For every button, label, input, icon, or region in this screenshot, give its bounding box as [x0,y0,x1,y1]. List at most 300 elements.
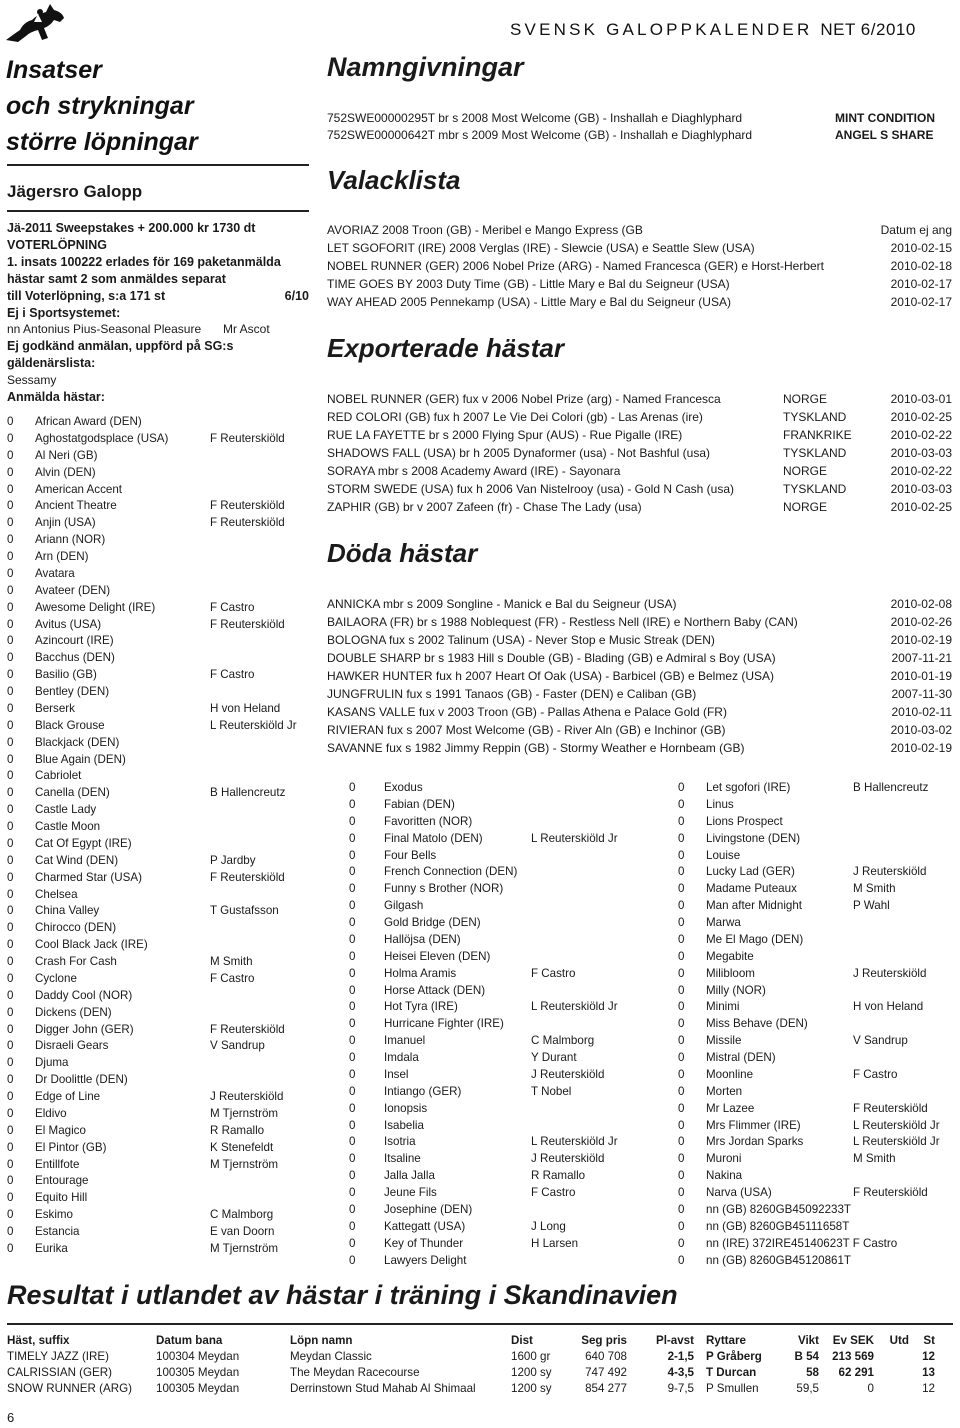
table-row [327,667,952,685]
trainer-name: J Reuterskiöld [531,1152,605,1166]
horse-name: Cool Black Jack (IRE) [35,938,148,952]
table-row [327,275,952,293]
entry-number: 0 [7,1123,14,1137]
horse-name: Let sgofori (IRE) [706,781,791,794]
entry-number: 0 [349,983,356,997]
horse-name: Jalla Jalla [384,1169,435,1183]
list-item [678,1118,960,1135]
horse-name: Daddy Cool (NOR) [35,988,133,1002]
entry-number: 0 [678,983,685,997]
date: 2010-03-02 [890,723,952,737]
trainer-name: V Sandrup [853,1034,908,1048]
horse-name: Gold Bridge (DEN) [384,916,481,929]
horse-name: Cat Of Egypt (IRE) [35,836,132,850]
list-item [678,949,960,966]
trainer-name: F Reuterskiöld [210,870,285,884]
list-item [349,932,669,949]
list-item [349,814,669,831]
trainer-name: M Tjernström [210,1106,279,1120]
registration-text: 752SWE00000642T mbr s 2009 Most Welcome (GB) - Inshallah e Diaghlyphard [327,128,753,142]
race-name-col: Meydan Classic [290,1350,372,1363]
trainer-name: F Reuterskiöld [210,1022,285,1036]
list-item [7,1022,309,1039]
entry-number: 0 [7,668,14,682]
trainer-name: F Castro [853,1067,898,1081]
entry-number: 0 [7,836,14,850]
table-row [327,685,952,703]
entry-number: 0 [678,1253,685,1267]
country: FRANKRIKE [783,428,852,442]
list-item [678,1185,960,1202]
horse-name: Aghostatgodsplace (USA) [35,431,169,445]
table-row [7,1381,953,1397]
list-item [678,898,960,915]
utd-col [874,1365,909,1381]
horse-name: Berserk [35,701,75,715]
entry-number: 0 [7,1056,14,1070]
trainer-name: F Reuterskiöld [210,617,285,631]
date: 2010-03-03 [890,482,952,496]
horse-name: nn (GB) 8260GB45111658T [706,1219,850,1233]
starters-col: 12 [922,1350,935,1363]
list-item [678,864,960,881]
entry-number: 0 [678,781,685,794]
horse-description: TIME GOES BY 2003 Duty Time (GB) - Little Mary e Bal du Seigneur (USA) [327,277,730,291]
entry-number: 0 [7,1005,14,1019]
horse-name: Me El Mago (DEN) [706,932,804,946]
entry-number: 0 [678,1202,685,1216]
horse-description: ANNICKA mbr s 2009 Songline - Manick e Bal du Seigneur (USA) [327,597,677,611]
entry-number: 0 [7,988,14,1002]
prize-col: 854 277 [585,1382,627,1395]
earnings-col: 0 [867,1382,874,1395]
ej-trainer: Mr Ascot [223,322,270,337]
utd-col [874,1381,909,1397]
entry-number: 0 [349,1135,356,1149]
results-table [7,1333,953,1397]
list-item [327,127,957,144]
horse-name: Crash For Cash [35,955,117,968]
entry-number: 0 [349,966,356,980]
horse-name: Imanuel [384,1034,426,1048]
entry-number: 0 [7,701,14,715]
list-item [7,566,309,583]
table-row [327,631,952,649]
placing-col: 2-1,5 [667,1350,694,1363]
list-item [349,999,669,1016]
entry-number: 0 [678,1034,685,1048]
list-item [349,1151,669,1168]
ej-heading: Ej i Sportsystemet: [7,305,121,320]
list-item [349,1219,669,1236]
list-item [678,1084,960,1101]
horse-name: Dickens (DEN) [35,1005,112,1019]
entry-number: 0 [7,1191,14,1205]
list-item [7,1207,309,1224]
entry-number: 0 [7,1039,14,1053]
entry-number: 0 [7,870,14,884]
list-item [678,1151,960,1168]
horse-name: Megabite [706,949,754,963]
list-item [678,1033,960,1050]
horse-name: Imdala [384,1051,419,1064]
horse-name: Mrs Jordan Sparks [706,1135,804,1149]
race-name-col: The Meydan Racecourse [290,1366,420,1379]
horse-name: Madame Puteaux [706,882,797,896]
date: 2010-02-19 [890,633,952,647]
list-item [678,915,960,932]
list-item [7,431,309,448]
list-item [349,1067,669,1084]
horse-name: Azincourt (IRE) [35,634,114,648]
list-item [7,448,309,465]
not-approved-heading: Ej godkänd anmälan, uppförd på SG:s gäldenärslista: [7,339,234,371]
trainer-name: C Malmborg [531,1034,595,1048]
horse-name: Eldivo [35,1106,67,1120]
prize-col: 747 492 [585,1366,627,1379]
entry-number: 0 [349,814,356,828]
date: 2010-03-03 [890,446,952,460]
entry-number: 0 [7,1225,14,1238]
table-row [327,462,952,480]
entry-number: 0 [7,1174,14,1188]
country: NORGE [783,464,828,478]
exporterade-title: Exporterade hästar [327,333,564,363]
table-row [327,426,952,444]
struck-row [7,288,309,305]
list-item [7,1140,309,1157]
entry-number: 0 [7,752,14,766]
trainer-name: R Ramallo [531,1169,586,1183]
horse-name: Awesome Delight (IRE) [35,600,156,614]
list-item [7,718,309,735]
horse-name: Milibloom [706,966,755,980]
horse-description: ZAPHIR (GB) br v 2007 Zafeen (fr) - Chase The Lady (usa) [327,500,642,514]
list-item [349,1134,669,1151]
trainer-name: H Larsen [531,1236,579,1250]
horse-name: Isotria [384,1135,416,1149]
entry-number: 0 [349,1034,356,1048]
trainer-name: K Stenefeldt [210,1140,274,1154]
sidebar-title-line: Insatser [6,56,102,84]
country: TYSKLAND [783,446,847,460]
list-item [7,768,309,785]
list-item [7,1038,309,1055]
trainer-name: C Malmborg [210,1208,274,1222]
horse-col: SNOW RUNNER (ARG) [7,1382,132,1395]
list-item [7,836,309,853]
entry-number: 0 [7,566,14,580]
trainer-name: F Castro [210,600,255,614]
list-item [678,932,960,949]
trainer-name: F Castro [531,1186,576,1199]
horse-description: SORAYA mbr s 2008 Academy Award (IRE) - Sayonara [327,464,621,478]
sidebar-title-line: och strykningar [6,92,194,120]
date: 2007-11-30 [891,687,952,701]
country: TYSKLAND [783,482,847,496]
trainer-name: Y Durant [531,1051,577,1064]
trainer-name: T Nobel [531,1084,572,1098]
entry-number: 0 [7,955,14,968]
horse-name: Castle Lady [35,803,97,817]
trainer-name: L Reuterskiöld Jr [531,1000,618,1014]
earnings-col: 62 291 [838,1366,874,1379]
horse-name: Mr Lazee [706,1101,755,1115]
entry-number: 0 [349,1051,356,1064]
entry-number: 0 [349,831,356,845]
horse-name: Ancient Theatre [35,499,117,513]
entry-number: 0 [678,1000,685,1014]
trainer-name: V Sandrup [210,1039,265,1053]
list-item [349,1016,669,1033]
date: 2010-02-08 [890,597,952,611]
entry-number: 0 [678,949,685,963]
race-title: Jä-2011 Sweepstakes + 200.000 kr 1730 dt VOTERLÖPNING [7,221,256,252]
list-item [7,988,309,1005]
entry-number: 0 [7,482,14,496]
publication-header [510,20,916,40]
list-item [349,797,669,814]
entry-number: 0 [349,1219,356,1233]
list-item [349,1202,669,1219]
entry-number: 0 [349,899,356,913]
entry-number: 0 [349,949,356,963]
horse-col: CALRISSIAN (GER) [7,1366,113,1379]
weight-col: B 54 [794,1350,819,1363]
horse-description: SHADOWS FALL (USA) br h 2005 Dynaformer (usa) - Not Bashful (usa) [327,446,711,460]
trainer-name: M Tjernström [210,1157,279,1171]
list-item [7,752,309,769]
entry-number: 0 [678,1101,685,1115]
entry-number: 0 [349,781,356,794]
horse-name: Funny s Brother (NOR) [384,882,504,896]
list-item [7,532,309,549]
entry-number: 0 [349,882,356,896]
entry-number: 0 [678,1051,685,1064]
trainer-name: F Reuterskiöld [210,431,285,445]
trainer-name: F Reuterskiöld [210,499,285,513]
horse-name: Horse Attack (DEN) [384,983,486,997]
horse-name: Castle Moon [35,820,101,833]
horse-name: Cabriolet [35,769,82,783]
entry-number: 0 [7,415,14,428]
list-item [349,983,669,1000]
table-row [327,221,952,239]
entry-number: 0 [678,1135,685,1149]
horse-name: Charmed Star (USA) [35,870,142,884]
trainer-name: B Hallencreutz [853,781,929,794]
entry-number: 0 [349,865,356,879]
list-item [678,1253,960,1270]
entry-number: 0 [7,1241,14,1255]
list-item [349,1101,669,1118]
entry-number: 0 [349,916,356,929]
trainer-name: P Wahl [853,899,890,913]
entry-number: 0 [7,1157,14,1171]
list-item [7,1089,309,1106]
horse-description: KASANS VALLE fux v 2003 Troon (GB) - Pallas Athena e Palace Gold (FR) [327,705,727,719]
debtor-horse: Sessamy [7,373,57,388]
trainer-name: T Gustafsson [210,904,279,918]
horse-name: Djuma [35,1056,69,1070]
entry-number: 0 [678,1219,685,1233]
struck-text: till Voterlöpning, s:a 171 st [7,288,166,303]
prize-col-header: Seg pris [581,1334,627,1347]
entry-number: 0 [7,718,14,732]
entry-number: 0 [7,1022,14,1036]
distance-col: 1600 gr [511,1350,551,1363]
trainer-name: M Tjernström [210,1241,279,1255]
date: 2010-02-17 [890,295,952,309]
horse-name: nn (GB) 8260GB45120861T [706,1253,852,1267]
list-item [7,465,309,482]
country: NORGE [783,500,828,514]
horse-name: Lions Prospect [706,814,783,828]
distance-col-header: Dist [511,1334,533,1347]
horse-name: Equito Hill [35,1191,88,1205]
list-item [678,1236,960,1253]
horse-name: China Valley [35,904,100,918]
entry-number: 0 [678,1084,685,1098]
trainer-name: P Jardby [210,853,256,867]
horse-description: JUNGFRULIN fux s 1991 Tanaos (GB) - Faster (DEN) e Caliban (GB) [327,687,697,701]
table-row [327,739,952,757]
list-item [7,937,309,954]
entry-number: 0 [7,921,14,935]
list-item [7,1241,309,1258]
horse-name: Milly (NOR) [706,983,766,997]
horse-name: Mistral (DEN) [706,1051,776,1064]
earnings-col: 213 569 [832,1350,874,1363]
utd-col-header: Utd [889,1334,909,1347]
entry-number: 0 [678,1236,685,1250]
list-item [7,1224,309,1241]
horse-description: DOUBLE SHARP br s 1983 Hill s Double (GB) - Blading (GB) e Admiral s Boy (USA) [327,651,776,665]
entry-number: 0 [7,448,14,462]
divider [7,1323,953,1325]
list-item [349,898,669,915]
race-name-col-header: Löpn namn [290,1334,353,1347]
list-item [349,848,669,865]
entry-number: 0 [349,1169,356,1183]
horse-name: Insel [384,1067,409,1081]
list-item [678,1202,960,1219]
horse-name: Minimi [706,1000,740,1014]
list-item [349,1084,669,1101]
list-item [678,1016,960,1033]
entry-number: 0 [7,516,14,530]
horse-description: WAY AHEAD 2005 Pennekamp (USA) - Little Mary e Bal du Seigneur (USA) [327,295,731,309]
entry-number: 0 [7,465,14,479]
list-item [678,1101,960,1118]
horse-description: NOBEL RUNNER (GER) fux v 2006 Nobel Prize (arg) - Named Francesca [327,392,721,406]
entry-number: 0 [7,550,14,563]
entry-number: 0 [7,803,14,817]
entry-number: 0 [349,1152,356,1166]
horse-name: Bacchus (DEN) [35,651,115,665]
entry-number: 0 [7,600,14,614]
horse-name: Canella (DEN) [35,786,110,800]
table-row [327,408,952,426]
list-item [7,600,309,617]
trainer-name: L Reuterskiöld Jr [853,1135,940,1149]
horse-name: Key of Thunder [384,1236,464,1250]
distance-col: 1200 sy [511,1382,552,1395]
horse-description: NOBEL RUNNER (GER) 2006 Nobel Prize (ARG) - Named Francesca (GER) e Horst-Herbert [327,259,825,273]
entry-number: 0 [349,848,356,862]
entry-number: 0 [678,916,685,929]
list-item [7,1072,309,1089]
list-item [678,1067,960,1084]
horse-name: Hurricane Fighter (IRE) [384,1017,504,1031]
horse-col-header: Häst, suffix [7,1334,70,1347]
date: 2010-02-25 [890,500,952,514]
horse-name: Intiango (GER) [384,1084,462,1098]
horse-description: RIVIERAN fux s 2007 Most Welcome (GB) - River Aln (GB) e Inchinor (GB) [327,723,726,737]
trainer-name: F Reuterskiöld [853,1101,928,1115]
exporterade-table [327,390,952,516]
list-item [7,1157,309,1174]
horse-name: Eurika [35,1241,68,1255]
horse-name: Chelsea [35,887,78,901]
horse-name: Lucky Lad (GER) [706,865,795,879]
list-item [678,966,960,983]
horse-name: Ariann (NOR) [35,533,106,547]
entry-number: 0 [678,814,685,828]
jockey-col-header: Ryttare [706,1334,746,1347]
horse-name: nn (GB) 8260GB45092233T [706,1202,852,1216]
utd-col [874,1349,909,1365]
horse-description: SAVANNE fux s 1982 Jimmy Reppin (GB) - Stormy Weather e Hornbeam (GB) [327,741,745,755]
placing-col-header: Pl-avst [655,1334,694,1347]
list-item [7,414,309,431]
list-item [7,1123,309,1140]
date: 2007-11-21 [891,651,952,665]
horse-name: Entourage [35,1174,89,1188]
list-item [349,1236,669,1253]
horse-name: Nakina [706,1169,743,1183]
list-item [7,549,309,566]
date: 2010-02-26 [890,615,952,629]
horse-name: Blue Again (DEN) [35,752,126,766]
trainer-name: J Long [531,1219,566,1233]
entry-number: 0 [678,899,685,913]
registration-text: 752SWE00000295T br s 2008 Most Welcome (GB) - Inshallah e Diaghlyphard [327,111,743,125]
list-item [678,1168,960,1185]
entry-number: 0 [7,938,14,952]
horse-name: Jeune Fils [384,1186,437,1199]
list-item [349,949,669,966]
date: 2010-02-22 [890,464,952,478]
entry-number: 0 [7,1106,14,1120]
horse-description: STORM SWEDE (USA) fux h 2006 Van Nistelrooy (usa) - Gold N Cash (usa) [327,482,735,496]
list-item [349,915,669,932]
entry-number: 0 [349,1186,356,1199]
horse-name: Fabian (DEN) [384,797,455,811]
horse-name: Avitus (USA) [35,617,102,631]
horse-name: Mrs Flimmer (IRE) [706,1118,801,1132]
horse-name: Narva (USA) [706,1186,772,1199]
horse-name: Bentley (DEN) [35,685,110,698]
list-item [7,633,309,650]
horse-name: Edge of Line [35,1090,101,1103]
race-name-col: Derrinstown Stud Mahab Al Shimaal [290,1382,476,1395]
list-item [7,903,309,920]
entry-number: 0 [678,1169,685,1183]
list-item [349,1168,669,1185]
horse-name: Dr Doolittle (DEN) [35,1073,128,1087]
trainer-name: F Castro [531,966,576,980]
